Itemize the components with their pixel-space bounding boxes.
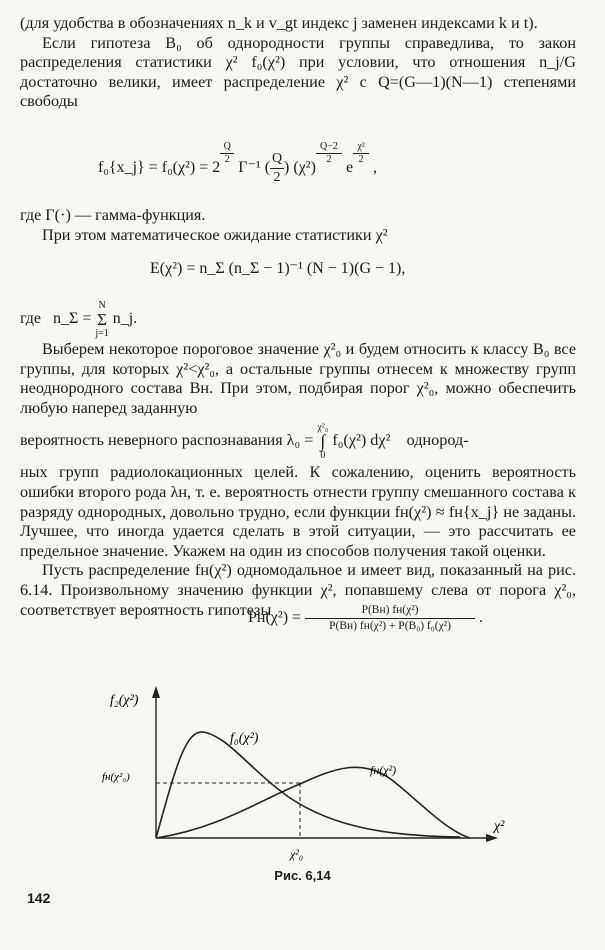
x-tick-label: χ²₀ xyxy=(290,847,304,861)
paragraph-4: При этом математическое ожидание статистики χ² xyxy=(42,225,388,244)
y-axis-arrow xyxy=(152,686,160,698)
equation-expectation: E(χ²) = n_Σ (n_Σ − 1)⁻¹ (N − 1)(G − 1), xyxy=(150,260,406,277)
y-tick-label: fн(χ²₀) xyxy=(102,771,130,783)
x-axis-label: χ² xyxy=(494,819,505,834)
figure-caption: Рис. 6,14 xyxy=(274,868,331,883)
paragraph-3: где Γ(·) — гамма-функция. xyxy=(20,206,206,224)
paragraph-5: Выберем некоторое пороговое значение χ²₀ и будем относить к классу B₀ все группы, для которых χ²<χ²₀, а остальные группы отнесем к множеству групп неоднородного состава Bн. При этом, подбирая порог χ²₀, можно обеспечить любую наперед заданную xyxy=(20,340,576,417)
equation-n-sigma: где n_Σ = N Σ j=1 n_j. xyxy=(20,300,138,339)
y-axis-label: f₂(χ²) xyxy=(110,693,139,708)
paragraph-6: ных групп радиолокационных целей. К сожалению, оценить вероятность ошибки второго рода λн, т. е. вероятность отнести группу смешанного состава к разряду однородных, довольно трудно, если функции fн(χ²) ≈ fн{x_j} не заданы. Лучшее, что иногда удается сделать в этой ситуации, — это рассчитать ее предельное значение. Укажем на один из способов получения такой оценки. xyxy=(20,463,576,560)
label-f0: f₀(χ²) xyxy=(230,731,259,746)
paragraph-1: (для удобства в обозначениях n_k и v_gt индекс j заменен индексами k и t). xyxy=(20,14,538,32)
paragraph-7: Пусть распределение fн(χ²) одномодальное и имеет вид, показанный на рис. 6.14. Произвольному значению функции χ², попавшему слева от порога χ²₀, соответствует вероятность гипотезы xyxy=(20,561,576,619)
page-text-3 xyxy=(20,340,576,620)
paragraph-2: Если гипотеза B₀ об однородности группы справедлива, то закон распределения статистики χ² f₀(χ²) при условии, что отношения n_j/G достаточно велики, имеет распределение χ² с Q=(G—1)(N—1) степенями свободы xyxy=(20,33,576,111)
page-number: 142 xyxy=(27,890,51,906)
label-fn: fн(χ²) xyxy=(370,763,397,777)
curve-fn xyxy=(156,767,470,838)
page-text xyxy=(20,14,576,112)
equation-chi-square-density: f₀{x_j} = f₀(χ²) = 2 $\frac{Q}{2}$ Γ⁻¹ ( $\frac{Q}{2}$ ) (χ²) $\frac{Q-2}{2}$ e $\frac{\text{χ²}}{2}$ , xyxy=(98,141,378,185)
page-text-2 xyxy=(20,206,576,245)
paragraph-5b: вероятность неверного распознавания λ₀ = χ²₀ ∫ 0 f₀(χ²) dχ² однород- xyxy=(20,422,469,462)
equation-posterior: Pн(χ²) = $\frac{\text{P(Bн) fн(χ²)}}{\text{P(Bн) fн(χ²) + P(B₀) f₀(χ²)}}$ . xyxy=(248,604,484,632)
figure-6-14 xyxy=(100,680,520,865)
curve-f0 xyxy=(156,732,460,838)
x-axis-arrow xyxy=(486,834,498,842)
